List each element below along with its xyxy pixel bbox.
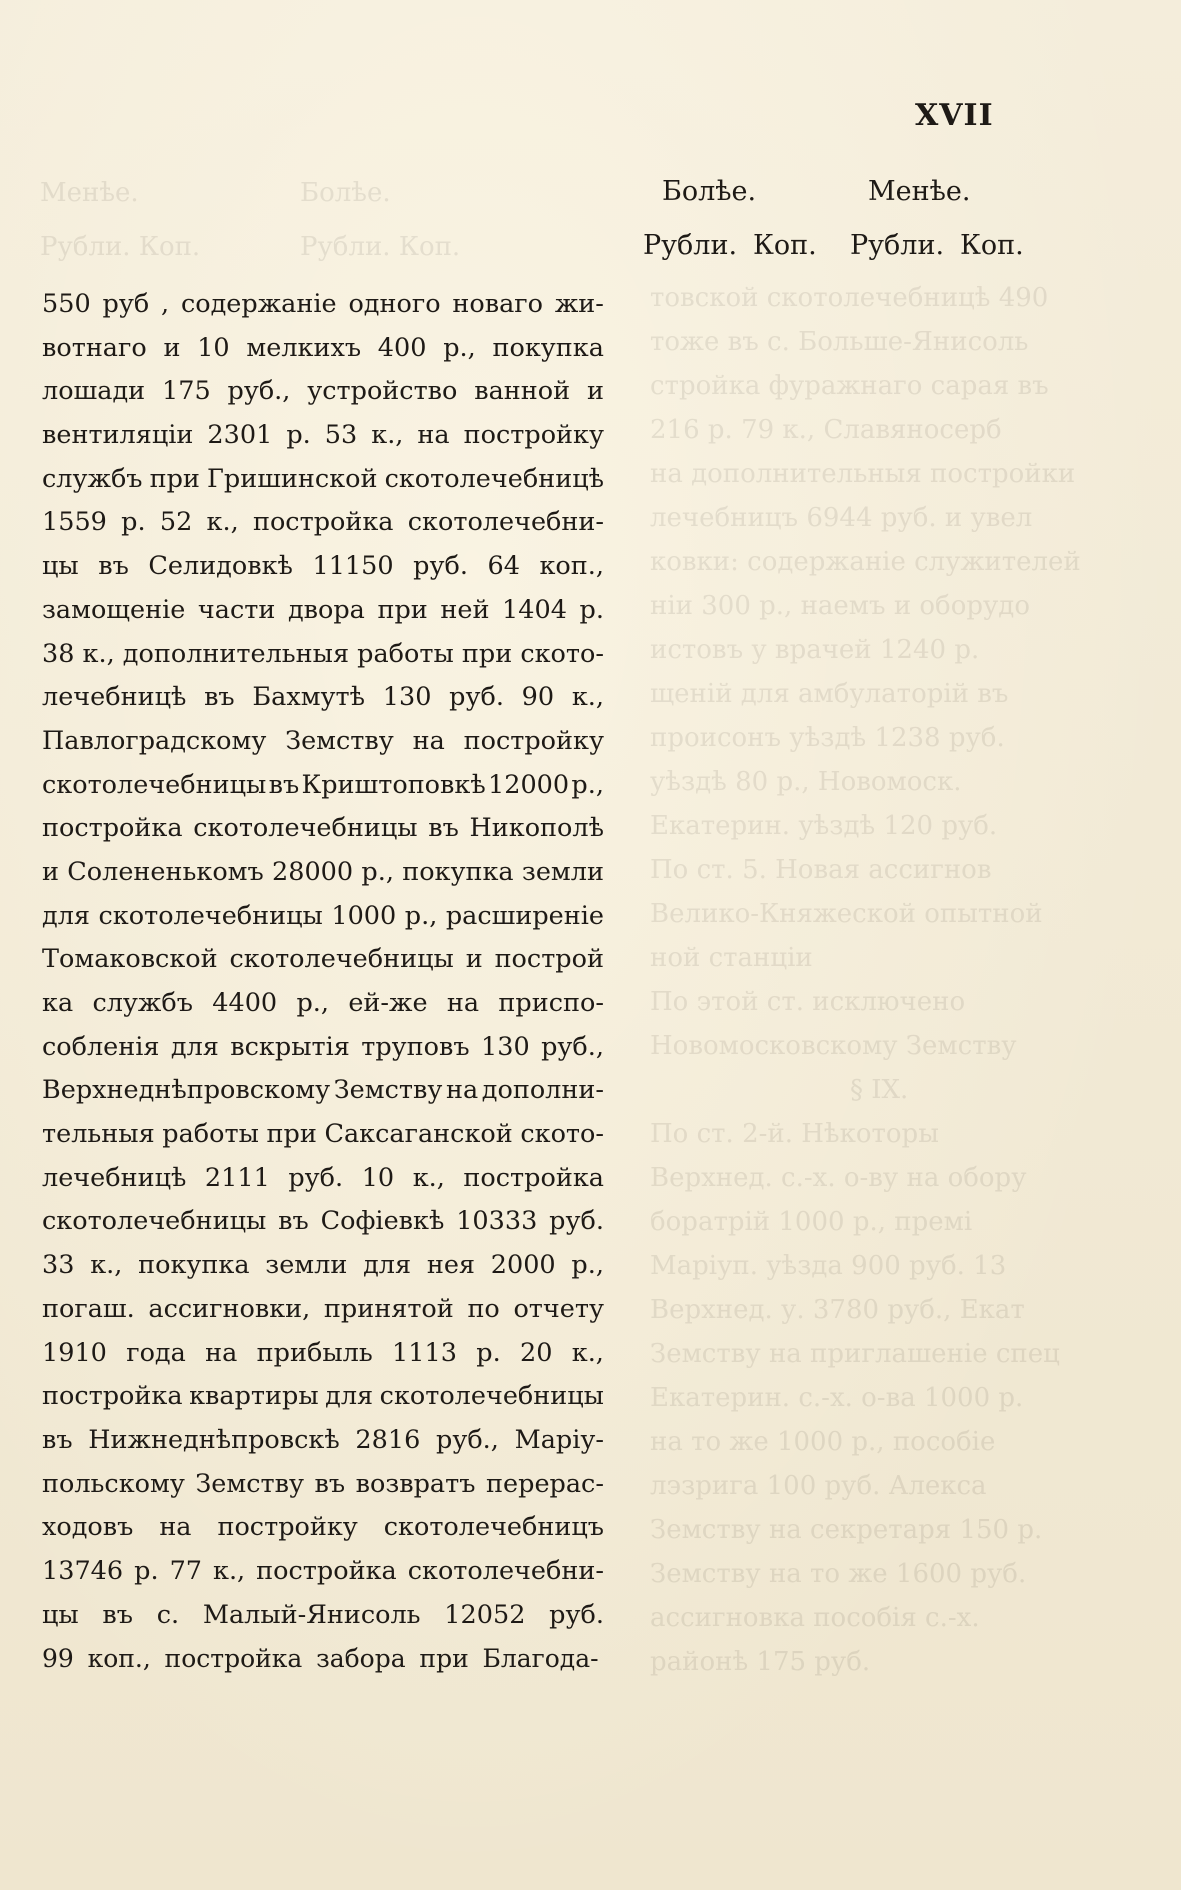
text-line [42,414,604,458]
word: руб., [436,1424,499,1455]
bleed-through-text: на дополнительныя постройки [650,459,1076,489]
word: въ [204,682,235,713]
text-line [42,501,604,545]
word: 130 [481,1031,530,1062]
bleed-through-text: Екатерин. уѣздѣ 120 руб. [650,811,998,841]
bleed-through-text: Земству на то же 1600 руб. [650,1559,1027,1589]
word: новаго [452,289,544,319]
bleed-through-text: По этой ст. исключено [650,987,966,1017]
word: р. [579,594,604,625]
text-line [42,327,604,371]
word: работы [357,638,454,669]
text-line [42,633,604,677]
word: руб. [413,551,468,582]
text-line [42,1375,604,1419]
word: Малый-Янисоль [202,1599,421,1630]
text-line [42,1332,604,1376]
bleed-through-text: Земству на приглашеніе спец [650,1339,1060,1369]
word: 130 [382,682,432,713]
word: покупка [402,856,514,887]
text-line [42,1026,604,1070]
word: р., [443,332,476,363]
word: на [205,1337,238,1368]
word: скотолечебницѣ [384,463,604,494]
bleed-through-text: Новомосковскому Земству [650,1031,1017,1061]
word: въ [268,769,300,800]
word: для [325,1381,374,1412]
word: въ [102,1599,134,1630]
word: 1559 [42,507,107,538]
word: 10 [361,1162,395,1193]
bleed-through-text: Велико-Княжеской опытной [650,899,1043,929]
word: 2000 [490,1250,556,1281]
word: постройка [42,813,183,844]
bleed-through-text: истовъ у врачей 1240 р. [650,635,980,665]
word: 13746 [42,1555,124,1586]
word: покупка [138,1250,250,1281]
text-line [42,1200,604,1244]
word: для [42,900,90,931]
bleed-through-text: на то же 1000 р., пособіе [650,1427,996,1457]
word: на [417,420,450,451]
bleed-through-text: ніи 300 р., наемъ и оборудо [650,591,1030,621]
word: Криштоповкѣ [301,769,486,800]
column-header-less: Менѣе. [868,176,971,207]
word: Земству [285,725,394,756]
word: 12000 [488,769,570,800]
bleed-through-text: ассигновка пособія с.-х. [650,1603,980,1633]
column-header-more: Болѣе. [662,176,757,207]
word: погаш. [42,1293,135,1324]
column-subheader-kopecks: Коп. [960,230,1024,261]
word: 10 [197,332,230,363]
word: руб. [549,1206,604,1237]
bleed-through-text: По ст. 2-й. Нѣкоторы [650,1119,939,1149]
word: 1910 [42,1337,107,1368]
word: Солененькомъ [67,856,264,887]
word: скотолечебни- [407,507,604,538]
word: работы [162,1119,259,1150]
word: Томаковской [42,944,218,975]
word: лечебницѣ [42,682,187,713]
text-line [42,283,604,327]
word: года [126,1337,186,1368]
word: коп., [87,1644,151,1674]
word: построй [494,944,604,975]
word: 550 [42,289,91,319]
word: постройку [463,420,604,451]
bleed-through-text: боратрій 1000 р., премі [650,1207,973,1237]
word: земли [521,856,604,887]
word: р., [571,769,604,800]
word: и [465,944,483,975]
word: ходовъ [42,1512,134,1543]
word: 11150 [312,551,394,582]
word: отчету [513,1293,604,1324]
word: польскому [42,1468,185,1499]
text-line [42,370,604,414]
word: коп., [539,551,604,582]
word: на [445,1075,479,1106]
word: скотолечебницъ [383,1512,604,1543]
bleed-through-text: Менѣе. [40,178,139,208]
word: въ [314,1468,346,1499]
word: цы [42,1599,79,1630]
column-subheader-rubles: Рубли. [643,230,738,261]
text-line [42,589,604,633]
word: ней [440,594,490,625]
word: Земству [333,1075,443,1106]
word: и [163,332,181,363]
word: въ [98,551,129,582]
text-line [42,1637,604,1681]
bleed-through-text: лэзрига 100 руб. Алекса [650,1471,987,1501]
word: возвратъ [355,1468,476,1499]
word: ското- [520,638,604,669]
word: Никополѣ [469,813,604,844]
word: цы [42,551,79,582]
word: 10333 [456,1206,538,1237]
word: прибыль [256,1337,373,1368]
word: к., [571,682,604,713]
word: Софіевкѣ [320,1206,445,1237]
bleed-through-text: Болѣе. [300,178,391,208]
text-line [42,938,604,982]
bleed-through-text: ковки: содержаніе служителей [650,547,1081,577]
bleed-through-text: По ст. 5. Новая ассигнов [650,855,992,885]
word: забора [316,1644,406,1674]
word: с. [156,1599,180,1630]
word: постройка [164,1644,303,1674]
text-line [42,1244,604,1288]
bleed-through-text: стройка фуражнаго сарая въ [650,371,1049,401]
bleed-through-text: лечебницъ 6944 руб. и увел [650,503,1033,533]
word: приспо- [498,988,604,1018]
text-line [42,545,604,589]
text-line [42,982,604,1026]
word: 2301 [207,420,273,451]
word: к., [90,1250,123,1281]
word: к., [571,1337,604,1368]
text-line [42,1288,604,1332]
word: 1000 [331,900,397,931]
word: , [161,289,170,319]
word: на [159,1512,192,1543]
bleed-through-text: Земству на секретаря 150 р. [650,1515,1043,1545]
word: р. [476,1337,501,1368]
word: при [149,463,200,494]
bleed-through-text: происонъ уѣздѣ 1238 руб. [650,723,1005,753]
word: и [42,856,59,887]
word: постройка [256,1555,397,1586]
word: 400 [377,332,427,363]
word: руб., [541,1031,604,1062]
word: принятой [323,1293,454,1324]
text-line [42,1113,604,1157]
word: постройка [42,1381,183,1412]
word: Павлоградскому [42,725,267,756]
word: Земству [195,1468,304,1499]
word: 53 [324,420,358,451]
text-line [42,1419,604,1463]
word: вскрытія [230,1031,350,1062]
word: тельныя [42,1119,155,1150]
word: руб. [449,682,504,713]
text-line [42,1157,604,1201]
word: земли [265,1250,348,1281]
word: при [377,594,428,625]
word: вентиляціи [42,420,194,451]
word: 90 [521,682,555,713]
word: дополни- [481,1075,604,1106]
text-line [42,1594,604,1638]
text-line [42,1463,604,1507]
word: руб. [288,1162,344,1193]
word: ка [42,988,74,1018]
word: р., [361,856,394,887]
word: содержаніе [180,289,337,319]
word: постройку [217,1512,358,1543]
word: дополнительныя [122,638,350,669]
word: при [266,1119,317,1150]
word: руб [102,289,150,319]
word: скотолечебницы [229,944,454,975]
word: скотолечебницы [98,900,323,931]
word: вотнаго [42,332,147,363]
word: службъ [42,463,143,494]
word: мелкихъ [246,332,362,363]
bleed-through-text: районѣ 175 руб. [650,1647,871,1677]
word: руб., [227,376,291,407]
word: скотолечебницы [193,813,418,844]
word: въ [428,813,459,844]
word: лошади [42,376,146,407]
bleed-through-text: ной станціи [650,943,813,973]
word: Селидовкѣ [148,551,293,582]
bleed-through-text: Верхнед. с.-х. о-ву на обору [650,1163,1027,1193]
word: при [461,638,513,669]
word: 175 [162,376,211,407]
word: ванной [474,376,571,407]
word: части [197,594,276,625]
word: 28000 [272,856,354,887]
bleed-through-text: § IX. [850,1075,909,1105]
text-line [42,1069,604,1113]
word: 12052 [444,1599,526,1630]
word: въ [42,1424,73,1455]
bleed-through-text: 216 р. 79 к., Славяносерб [650,415,1002,445]
bleed-through-text: товской скотолечебницѣ 490 [650,283,1049,313]
word: р., [571,1250,604,1281]
word: к., [371,420,404,451]
word: собленія [42,1031,160,1062]
word: Саксаганской [324,1119,513,1150]
bleed-through-text: Рубли. Коп. [40,232,201,262]
word: к., [82,638,115,669]
word: на [446,988,480,1018]
text-line [42,851,604,895]
word: устройство [307,376,458,407]
bleed-through-text: Рубли. Коп. [300,232,461,262]
word: р. [121,507,146,538]
word: ассигновки, [148,1293,311,1324]
word: 1404 [502,594,567,625]
word: к., [412,1162,445,1193]
word: р. [286,420,311,451]
text-line [42,1550,604,1594]
word: и [586,376,604,407]
text-line [42,458,604,502]
word: р., [296,988,330,1018]
word: по [467,1293,500,1324]
word: скотолечебницы [42,1206,267,1237]
word: руб. [549,1599,604,1630]
word: одного [348,289,441,319]
word: въ [278,1206,309,1237]
bleed-through-text: тоже въ с. Больше-Янисоль [650,327,1029,357]
word: Маріу- [514,1424,604,1455]
bleed-through-text: Маріуп. уѣзда 900 руб. 13 [650,1251,1007,1281]
text-line [42,807,604,851]
word: 64 [487,551,520,582]
word: квартиры [189,1381,319,1412]
word: постройка [252,507,394,538]
text-line [42,676,604,720]
text-line [42,1506,604,1550]
word: скотолечебницы [42,769,267,800]
word: скотолечебницы [379,1381,604,1412]
word: покупка [492,332,604,363]
word: Бахмутѣ [252,682,366,713]
bleed-through-text: Верхнед. у. 3780 руб., Екат [650,1295,1025,1325]
word: двора [287,594,365,625]
word: 2816 [355,1424,421,1455]
word: Верхнеднѣпровскому [42,1075,331,1106]
column-subheader-rubles: Рубли. [850,230,945,261]
word: жи- [554,289,604,319]
column-subheader-kopecks: Коп. [753,230,817,261]
bleed-through-text: щеній для амбулаторій въ [650,679,1009,709]
word: постройку [463,725,604,756]
word: Нижнеднѣпровскѣ [88,1424,340,1455]
word: ското- [520,1119,604,1150]
word: 99 [42,1644,74,1674]
word: на [412,725,445,756]
word: замощеніе [42,594,186,625]
text-line [42,720,604,764]
word: Благода- [482,1644,599,1674]
word: 38 [42,638,75,669]
word: 4400 [212,988,278,1018]
word: 20 [520,1337,553,1368]
word: ей-же [348,988,428,1018]
bleed-through-text: Екатерин. с.-х. о-ва 1000 р. [650,1383,1024,1413]
word: р. [134,1555,159,1586]
word: лечебницѣ [42,1162,187,1193]
word: 1113 [392,1337,457,1368]
word: р., [404,900,438,931]
text-line [42,895,604,939]
word: постройка [463,1162,604,1193]
page-number: XVII [915,98,994,133]
word: к., [213,1555,246,1586]
word: 33 [42,1250,75,1281]
word: службъ [92,988,193,1018]
word: нея [426,1250,476,1281]
word: расширеніе [445,900,604,931]
word: 2111 [204,1162,270,1193]
word: Гришинской [207,463,378,494]
text-line [42,764,604,808]
body-paragraph [42,283,604,1681]
bleed-through-text: уѣздѣ 80 р., Новомоск. [650,767,962,797]
word: 52 [159,507,193,538]
word: труповъ [361,1031,470,1062]
word: к., [206,507,239,538]
word: 77 [169,1555,203,1586]
word: при [419,1644,469,1674]
word: скотолечебни- [407,1555,604,1586]
word: для [363,1250,412,1281]
word: для [170,1031,219,1062]
word: перерас- [486,1468,604,1499]
